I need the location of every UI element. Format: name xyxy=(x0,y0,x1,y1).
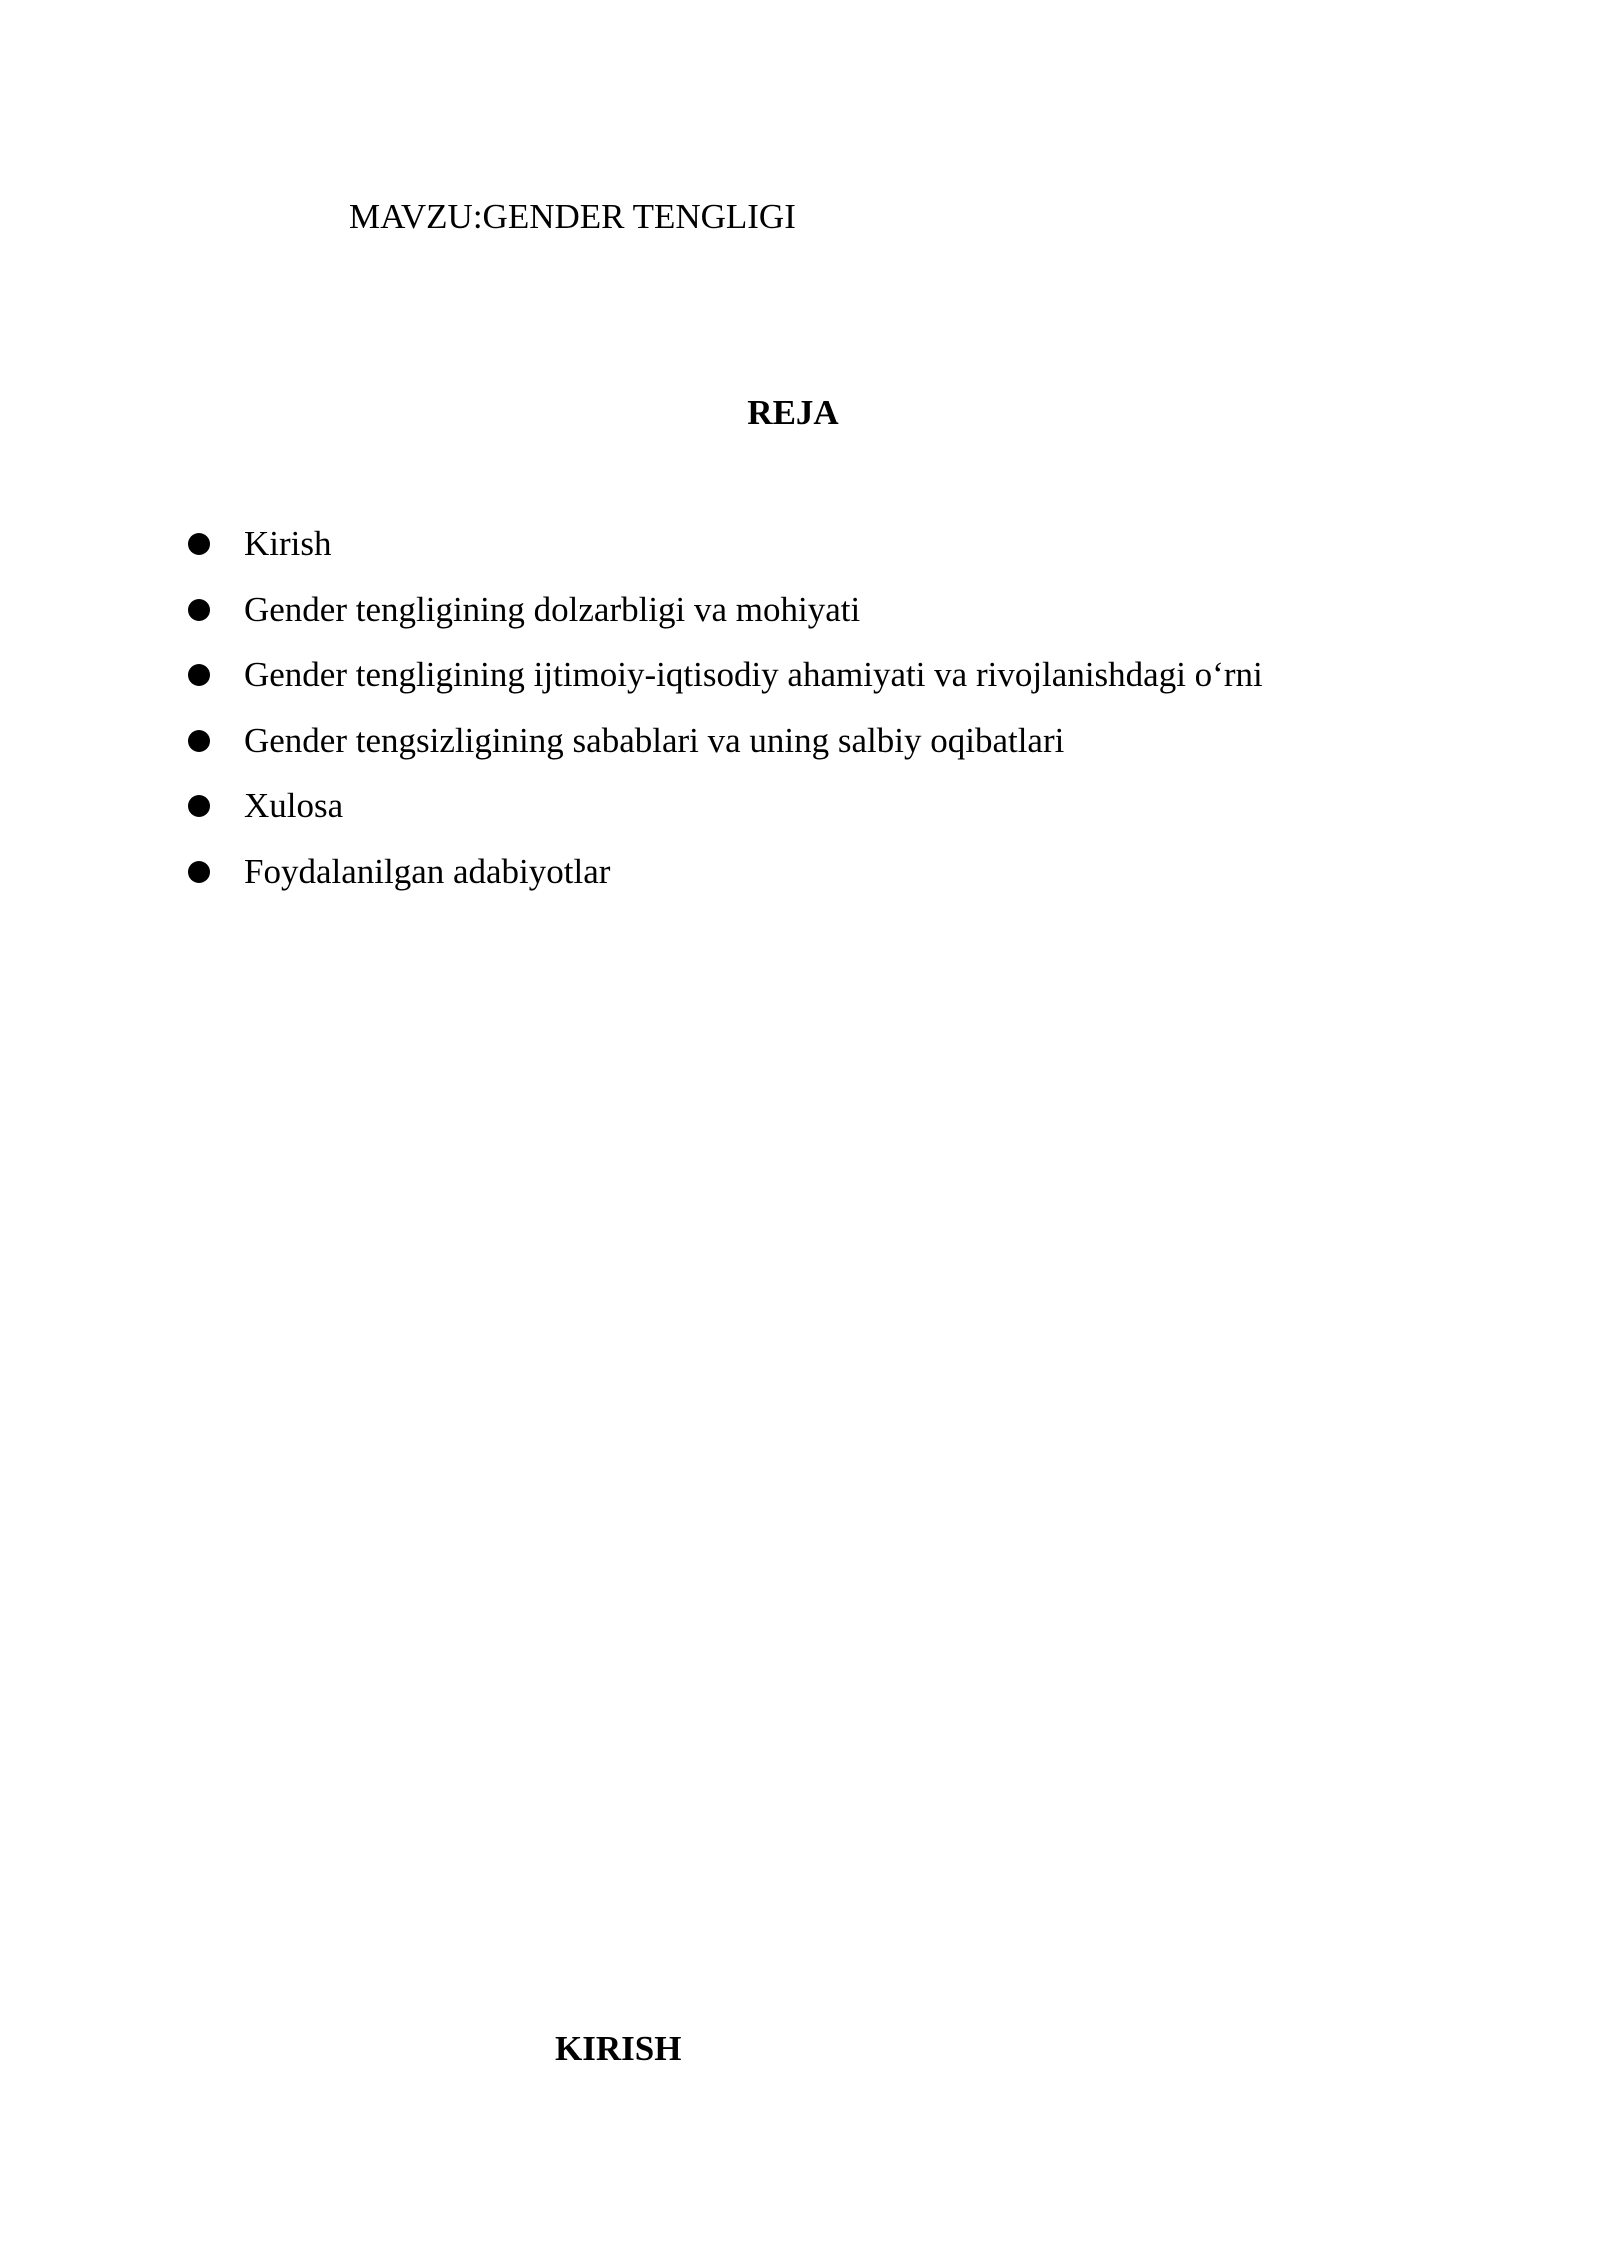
bullet-icon xyxy=(188,599,210,621)
bullet-icon xyxy=(188,730,210,752)
plan-item-text: Gender tengsizligining sabablari va uning salbiy oqibatlari xyxy=(244,720,1065,760)
plan-heading: REJA xyxy=(747,393,839,432)
plan-item-text: Xulosa xyxy=(244,786,344,826)
topic-title: MAVZU:GENDER TENGLIGI xyxy=(349,197,796,236)
plan-item-text: Kirish xyxy=(244,524,332,563)
plan-item-text: Gender tengligining dolzarbligi va mohiyati xyxy=(244,589,861,629)
plan-item-text: Foydalanilgan adabiyotlar xyxy=(244,851,611,891)
bullet-icon xyxy=(188,533,210,555)
bullet-icon xyxy=(188,861,210,883)
bullet-icon xyxy=(188,795,210,817)
plan-item-text: Gender tengligining ijtimoiy-iqtisodiy ahamiyati va rivojlanishdagi o‘rni xyxy=(244,655,1263,695)
section-heading-kirish: KIRISH xyxy=(555,2029,682,2068)
bullet-icon xyxy=(188,664,210,686)
